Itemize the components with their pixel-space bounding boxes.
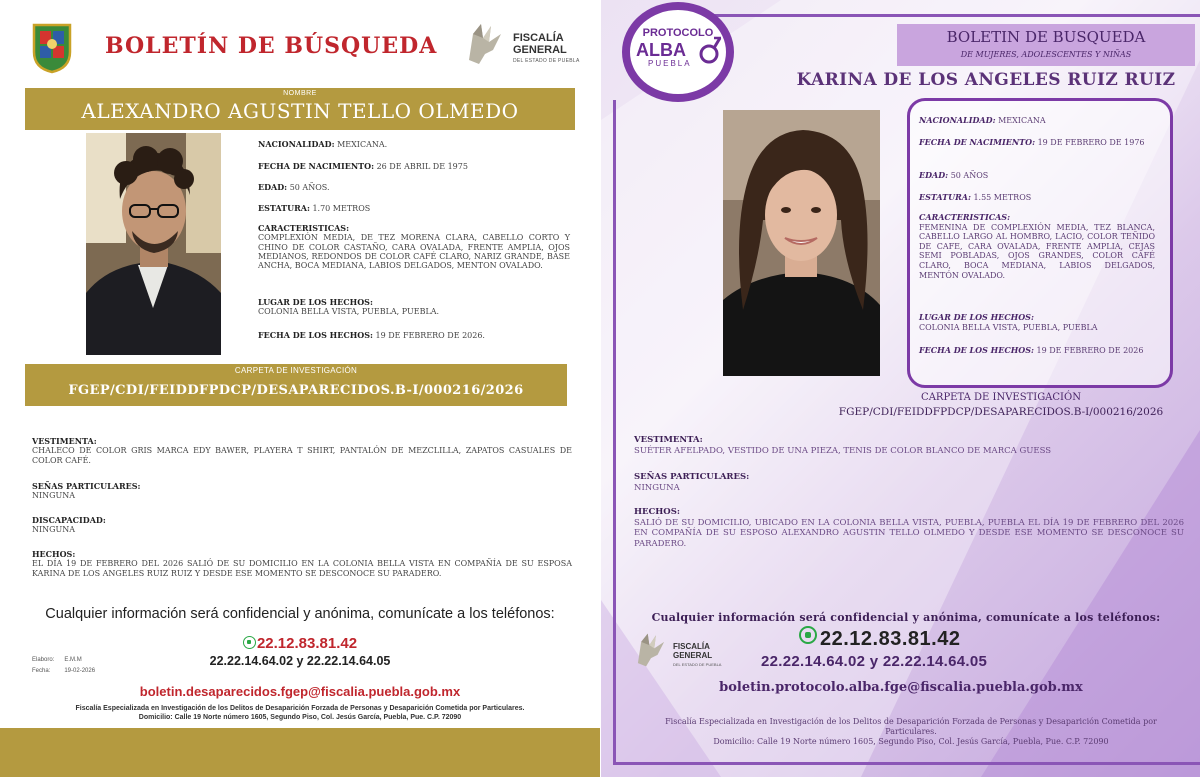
eagle-logo-icon — [633, 630, 669, 670]
contact-email[interactable]: boletin.protocolo.alba.fge@fiscalia.puebla.gob.mx — [719, 680, 1083, 695]
whatsapp-icon — [243, 636, 256, 649]
estatura-label: ESTATURA: — [258, 203, 310, 213]
frame-left — [613, 100, 616, 765]
vestimenta-label: VESTIMENTA: — [32, 436, 97, 446]
caracteristicas-value: FEMENINA DE COMPLEXIÓN MEDIA, TEZ BLANCA, CABELLO LARGO AL HOMBRO, LACIO, COLOR TEÑIDO DE CAFE, CARA OVALADA, FRENTE AMPLIA, CEJAS SEMI POBLADAS, OJOS GRANDES, COLOR CAFÉ CLARO, BOCA MEDIANA, LABIOS DELGADOS, MENTÓN OVALADO. — [919, 222, 1155, 280]
footer-agency: Fiscalía Especializada en Investigación de los Delitos de Desaparición Forzada de Personas y Desaparición Cometida por Particulares. — [665, 717, 1157, 736]
carpeta-banner — [25, 364, 567, 406]
fecha-nacimiento-label: FECHA DE NACIMIENTO: — [919, 137, 1036, 147]
bottom-gold-bar — [0, 728, 600, 777]
senas-label: SEÑAS PARTICULARES: — [634, 472, 750, 482]
phone-main — [0, 635, 600, 652]
contact-email[interactable]: boletin.desaparecidos.fgep@fiscalia.puebla.gob.mx — [139, 684, 461, 699]
alba-line-3: PUEBLA — [648, 59, 692, 68]
carpeta-label: CARPETA DE INVESTIGACIÓN — [921, 392, 1081, 403]
fecha-hechos-row — [258, 331, 570, 341]
eagle-logo-icon — [463, 20, 507, 68]
protocolo-alba-logo — [614, 2, 744, 103]
fecha-hechos-label: FECHA DE LOS HECHOS: — [919, 345, 1034, 355]
senas-value: NINGUNA — [32, 491, 76, 500]
caracteristicas-label: CARACTERISTICAS: — [258, 223, 350, 233]
person-photo — [723, 110, 880, 376]
edad-value: 50 AÑOS — [950, 171, 989, 180]
poster-subtitle: DE MUJERES, ADOLESCENTES Y NIÑAS — [960, 50, 1132, 59]
edad-row — [919, 171, 1155, 181]
edad-row — [258, 183, 570, 193]
estatura-row — [919, 193, 1155, 203]
alba-line-2: ALBA — [636, 40, 686, 60]
footer-address: Domicilio: Calle 19 Norte número 1605, Segundo Piso, Col. Jesús García, Puebla, Pue. C.P. 72090 — [713, 737, 1109, 746]
lugar-value: COLONIA BELLA VISTA, PUEBLA, PUEBLA — [919, 322, 1098, 332]
senas-value: NINGUNA — [634, 482, 680, 493]
nacionalidad-value: MEXICANA — [998, 116, 1046, 125]
fecha-nacimiento-value: 26 DE ABRIL DE 1975 — [376, 162, 468, 171]
fecha-hechos-value: 19 DE FEBRERO DE 2026. — [375, 331, 485, 340]
discapacidad-value: NINGUNA — [32, 525, 76, 534]
logo-line-3: DEL ESTADO DE PUEBLA — [513, 58, 580, 64]
fecha-nacimiento-row — [258, 162, 570, 172]
puebla-coat-of-arms-icon — [31, 22, 73, 74]
poster-title: BOLETIN DE BUSQUEDA — [946, 28, 1146, 46]
phone-main-number: 22.12.83.81.42 — [820, 628, 961, 650]
carpeta-number: FGEP/CDI/FEIDDFPDCP/DESAPARECIDOS.B-I/000216/2026 — [838, 406, 1164, 418]
edad-value: 50 AÑOS. — [289, 183, 330, 192]
edad-label: EDAD: — [919, 170, 949, 180]
hechos-section — [32, 549, 572, 579]
discapacidad-section — [32, 515, 572, 535]
nacionalidad-row — [258, 140, 570, 150]
caracteristicas-label: CARACTERISTICAS: — [919, 212, 1011, 222]
boletin-protocolo-alba — [601, 0, 1200, 777]
estatura-value: 1.55 METROS — [973, 193, 1032, 202]
lugar-block — [258, 298, 570, 317]
fecha-hechos-label: FECHA DE LOS HECHOS: — [258, 330, 373, 340]
elaboration-info — [32, 655, 95, 677]
carpeta-label: CARPETA DE INVESTIGACIÓN — [234, 366, 358, 375]
caracteristicas-block — [919, 213, 1155, 280]
vestimenta-section — [32, 436, 572, 466]
lugar-label: LUGAR DE LOS HECHOS: — [258, 297, 373, 307]
estatura-label: ESTATURA: — [919, 192, 971, 202]
title-box — [897, 24, 1195, 66]
fecha-nacimiento-row — [919, 138, 1155, 148]
footer-address: Domicilio: Calle 19 Norte número 1605, Segundo Piso, Col. Jesús García, Puebla, Pue. C.P. 72090 — [138, 713, 462, 721]
frame-bottom — [613, 762, 1200, 765]
discapacidad-label: DISCAPACIDAD: — [32, 515, 106, 525]
caracteristicas-block — [258, 224, 570, 270]
vestimenta-section — [634, 435, 1184, 456]
estatura-value: 1.70 METROS — [312, 204, 371, 213]
carpeta-number: FGEP/CDI/FEIDDFPDCP/DESAPARECIDOS.B-I/000216/2026 — [68, 383, 524, 398]
nacionalidad-value: MEXICANA. — [337, 140, 388, 149]
edad-label: EDAD: — [258, 182, 288, 192]
hechos-label: HECHOS: — [634, 507, 680, 517]
footer-agency: Fiscalía Especializada en Investigación de los Delitos de Desaparición Forzada de Personas y Desaparición Cometida por Particulares. — [75, 705, 525, 712]
person-photo — [86, 133, 221, 355]
name-label: NOMBRE — [283, 90, 317, 97]
nacionalidad-label: NACIONALIDAD: — [258, 139, 335, 149]
logo-line-2: GENERAL — [673, 651, 713, 660]
footer — [0, 705, 600, 722]
phone-main-number: 22.12.83.81.42 — [256, 635, 358, 652]
vestimenta-value: CHALECO DE COLOR GRIS MARCA EDY BAWER, PLAYERA T SHIRT, PANTALÓN DE MEZCLILLA, ZAPATOS CASUALES DE COLOR CAFÉ. — [32, 446, 572, 465]
fecha-nacimiento-value: 19 DE FEBRERO DE 1976 — [1037, 138, 1145, 147]
man-portrait-illustration — [86, 133, 221, 355]
logo-line-3: DEL ESTADO DE PUEBLA — [673, 662, 722, 667]
vestimenta-value: SUÉTER AFELPADO, VESTIDO DE UNA PIEZA, TENIS DE COLOR BLANCO DE MARCA GUESS — [634, 445, 1052, 456]
lugar-block — [919, 313, 1155, 332]
fiscalia-logo — [633, 630, 743, 672]
female-symbol-icon — [698, 34, 722, 68]
whatsapp-icon — [799, 626, 817, 644]
hechos-value: EL DÍA 19 DE FEBRERO DEL 2026 SALIÓ DE SU DOMICILIO EN LA COLONIA BELLA VISTA EN COMPAÑÍA DE SU ESPOSA KARINA DE LOS ANGELES RUIZ RUIZ Y DESDE ESE MOMENTO SE DESCONOCE SU PARADERO. — [32, 559, 572, 578]
hechos-value: SALIÓ DE SU DOMICILIO, UBICADO EN LA COLONIA BELLA VISTA, PUEBLA, PUEBLA EL DÍA 19 DE FEBRERO DEL 2026 EN COMPAÑÍA DE SU ESPOSO ALEXANDRO AGUSTIN TELLO OLMEDO Y DESDE ESE MOMENTO SE DESCONOCE SU PARADERO. — [634, 517, 1184, 549]
nacionalidad-row — [919, 116, 1155, 126]
fecha-value: 19-02-2026 — [64, 668, 96, 674]
lugar-label: LUGAR DE LOS HECHOS: — [919, 312, 1034, 322]
logo-line-2: GENERAL — [513, 44, 567, 56]
poster-title: BOLETÍN DE BÚSQUEDA — [105, 33, 438, 59]
senas-section — [634, 472, 1184, 493]
hechos-section — [634, 507, 1184, 549]
logo-line-1: FISCALÍA — [673, 642, 710, 651]
caracteristicas-value: COMPLEXIÓN MEDIA, DE TEZ MORENA CLARA, CABELLO CORTO Y CHINO DE COLOR CASTAÑO, CARA OVALADA, FRENTE AMPLIA, OJOS MEDIANOS, REDONDOS DE COLOR CAFÉ CLARO, NARIZ GRANDE, BASE ANCHA, BOCA MEDIANA, LABIOS DELGADOS, MENTON OVALADO. — [258, 233, 570, 271]
woman-portrait-illustration — [723, 110, 880, 376]
confidential-notice: Cualquier información será confidencial y anónima, comunícate a los teléfonos: — [651, 611, 1161, 624]
confidential-notice: Cualquier información será confidencial y anónima, comunícate a los teléfonos: — [45, 606, 555, 622]
senas-section — [32, 481, 572, 501]
name-banner — [25, 88, 575, 130]
phone-other: 22.22.14.64.02 y 22.22.14.64.05 — [761, 653, 988, 670]
elaboro-label: Elaboro: — [32, 657, 55, 663]
person-name: KARINA DE LOS ANGELES RUIZ RUIZ — [796, 70, 1176, 90]
person-name: ALEXANDRO AGUSTIN TELLO OLMEDO — [81, 99, 519, 123]
fecha-hechos-row — [919, 346, 1155, 356]
elaboro-value: E.M.M — [64, 657, 82, 663]
fiscalia-logo — [463, 20, 583, 70]
vestimenta-label: VESTIMENTA: — [634, 435, 703, 445]
nacionalidad-label: NACIONALIDAD: — [919, 115, 996, 125]
footer — [641, 717, 1181, 747]
frame-top — [714, 14, 1200, 17]
phone-main — [799, 626, 960, 651]
fecha-hechos-value: 19 DE FEBRERO DE 2026 — [1036, 346, 1144, 355]
alba-line-1: PROTOCOLO — [642, 27, 714, 39]
senas-label: SEÑAS PARTICULARES: — [32, 481, 141, 491]
logo-line-1: FISCALÍA — [513, 32, 564, 44]
fecha-label: Fecha: — [32, 668, 51, 674]
phone-other: 22.22.14.64.02 y 22.22.14.64.05 — [209, 654, 391, 668]
hechos-label: HECHOS: — [32, 549, 76, 559]
estatura-row — [258, 204, 570, 214]
fecha-nacimiento-label: FECHA DE NACIMIENTO: — [258, 161, 375, 171]
lugar-value: COLONIA BELLA VISTA, PUEBLA, PUEBLA. — [258, 307, 440, 317]
